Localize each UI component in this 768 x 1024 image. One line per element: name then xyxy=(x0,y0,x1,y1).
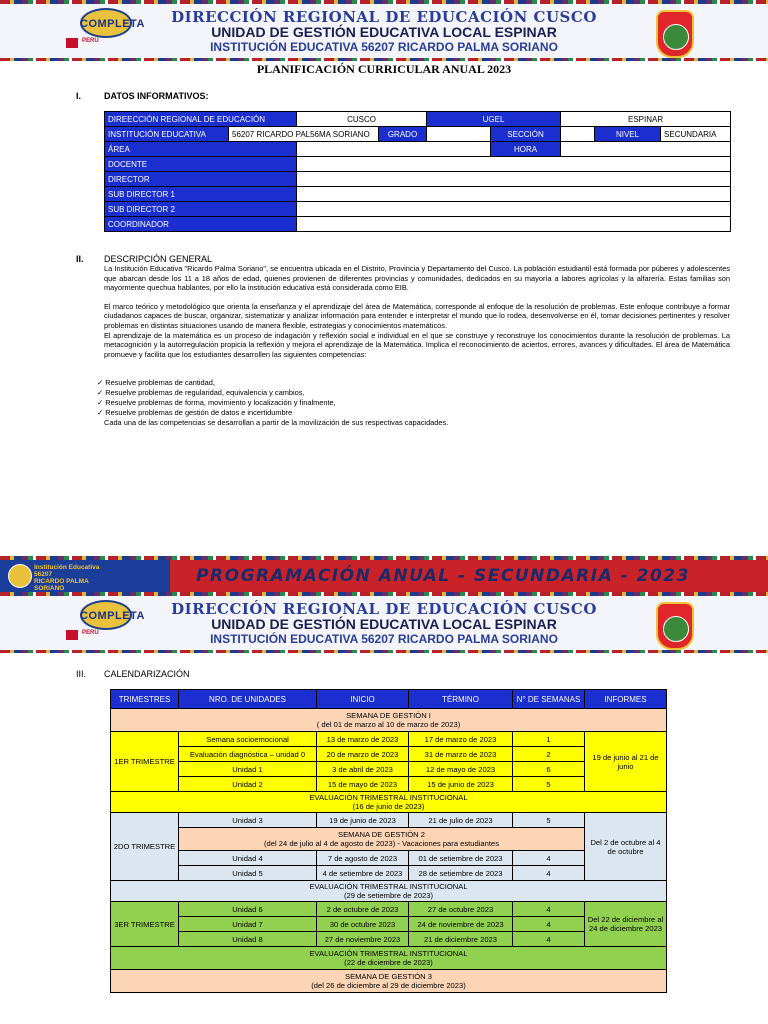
description-paragraph-3: El aprendizaje de la matemática es un proceso de indagación y reflexión social e individual en el que se construye y reconstruye los conocimientos durante la resolución de problemas. La metacognición y la autorregulación propicia la reflexión y mejora el aprendizaje de la Matemática. Implica el reconocimiento de aciertos, errores, avances y dificultades. El área de Matemática promueve y facilita que los estudiantes desarrollen las siguientes competencias: xyxy=(104,330,730,359)
header-banner xyxy=(0,4,768,60)
competencias-closing: Cada una de las competencias se desarrollan a partir de la movilización de sus respectivas capacidades. xyxy=(104,418,449,427)
table-cell: 13 de marzo de 2023 xyxy=(317,732,409,747)
trimestre-1-informe: 19 de junio al 21 de junio xyxy=(585,732,667,792)
section-1-number: I. xyxy=(76,91,82,101)
table-cell: 5 xyxy=(513,777,585,792)
section-3-label: CALENDARIZACIÓN xyxy=(104,669,190,679)
docente-value[interactable] xyxy=(297,157,731,172)
prog-banner xyxy=(0,560,768,592)
header2-title-2: UNIDAD DE GESTIÓN EDUCATIVA LOCAL ESPINAR xyxy=(211,616,557,632)
table-cell: 31 de marzo de 2023 xyxy=(409,747,513,762)
director-value[interactable] xyxy=(297,172,731,187)
section-2-number: II. xyxy=(76,254,84,264)
competencia-item: ✓ Resuelve problemas de regularidad, equivalencia y cambios, xyxy=(97,388,305,397)
description-paragraph-2: El marco teórico y metodológico que orienta la enseñanza y el aprendizaje del área de Matemática, corresponde al enfoque de la resolución de problemas. Este enfoque contribuye a formar ciudadanos capaces de buscar, organizar, sistematizar y analizar información para entender e interpretar el mundo que lo rodea, desenvolverse en él, tomar decisiones pertinentes y resolver problemas en distintas situaciones usando de manera flexible, estrategias y conocimientos matemáticos. xyxy=(104,301,730,330)
eval-2-row xyxy=(111,881,667,902)
coordinador-label: COORDINADOR xyxy=(105,217,297,232)
info-table xyxy=(104,111,731,232)
seccion-value[interactable] xyxy=(561,127,595,142)
sub-director-1-label: SUB DIRECTOR 1 xyxy=(105,187,297,202)
col-header: TÉRMINO xyxy=(409,690,513,709)
gestion-3-row xyxy=(111,970,667,993)
trimestre-3-informe: Del 22 de diciembre al 24 de diciembre 2023 xyxy=(585,902,667,947)
table-cell: 5 xyxy=(513,813,585,828)
col-header: TRIMESTRES xyxy=(111,690,179,709)
eval-1-title: EVALUACIÓN TRIMESTRAL INSTITUCIONAL xyxy=(309,793,468,802)
shield-emblem-icon xyxy=(663,24,689,50)
col-header: INFORMES xyxy=(585,690,667,709)
table-cell: 4 xyxy=(513,851,585,866)
table-cell: Evaluación diagnóstica – unidad 0 xyxy=(179,747,317,762)
trimestre-1-label: 1ER TRIMESTRE xyxy=(111,732,179,792)
header2-title-1: DIRECCIÓN REGIONAL DE EDUCACIÓN CUSCO xyxy=(171,600,597,618)
competencia-item: ✓ Resuelve problemas de forma, movimiento y localización y finalmente, xyxy=(97,398,336,407)
eval-3-title: EVALUACIÓN TRIMESTRAL INSTITUCIONAL xyxy=(309,949,468,958)
table-cell: Unidad 7 xyxy=(179,917,317,932)
sub-director-2-label: SUB DIRECTOR 2 xyxy=(105,202,297,217)
table-cell: 21 de diciembre 2023 xyxy=(409,932,513,947)
table-cell: 6 xyxy=(513,762,585,777)
docente-label: DOCENTE xyxy=(105,157,297,172)
table-cell: 27 de octubre 2023 xyxy=(409,902,513,917)
trimestre-2-informe: Del 2 de octubre al 4 de octubre xyxy=(585,813,667,881)
table-cell: Unidad 4 xyxy=(179,851,317,866)
sub-director-1-value[interactable] xyxy=(297,187,731,202)
section-1-label: DATOS INFORMATIVOS: xyxy=(104,91,209,101)
hora-label: HORA xyxy=(491,142,561,157)
table-cell: Unidad 2 xyxy=(179,777,317,792)
table-cell: 7 de agosto de 2023 xyxy=(317,851,409,866)
peru-text-2: PERÚ xyxy=(82,630,99,636)
shield-icon xyxy=(656,10,694,58)
col-header: N° DE SEMANAS xyxy=(513,690,585,709)
header-title-3: INSTITUCIÓN EDUCATIVA 56207 RICARDO PALMA SORIANO xyxy=(210,40,558,54)
prog-school-logo xyxy=(8,564,32,588)
gestion-1-title: SEMANA DE GESTIÓN I xyxy=(346,711,431,720)
director-label: DIRECTOR xyxy=(105,172,297,187)
eval-3-row xyxy=(111,947,667,970)
table-cell: 24 de noviembre de 2023 xyxy=(409,917,513,932)
header-title-2: UNIDAD DE GESTIÓN EDUCATIVA LOCAL ESPINAR xyxy=(211,24,557,40)
table-cell: 20 de marzo de 2023 xyxy=(317,747,409,762)
prog-school-block xyxy=(0,560,118,592)
gestion-3-dates: (del 26 de diciembre al 29 de diciembre 2023) xyxy=(311,981,466,990)
nivel-label: NIVEL xyxy=(595,127,661,142)
prog-school-line-3: RICARDO PALMA SORIANO xyxy=(34,578,89,592)
shield-icon-2 xyxy=(656,602,694,650)
table-cell: 30 de octubre 2023 xyxy=(317,917,409,932)
table-cell: 2 de octubre de 2023 xyxy=(317,902,409,917)
dre-label: DIREECCIÓN REGIONAL DE EDUCACIÓN xyxy=(105,112,297,127)
area-label: ÁREA xyxy=(105,142,297,157)
table-cell: 4 xyxy=(513,866,585,881)
trimestre-2-label: 2DO TRIMESTRE xyxy=(111,813,179,881)
table-cell: Unidad 1 xyxy=(179,762,317,777)
table-cell: Unidad 8 xyxy=(179,932,317,947)
ie-label: INSTITUCIÓN EDUCATIVA xyxy=(105,127,229,142)
section-3-number: III. xyxy=(76,669,87,679)
gestion-2-dates: (del 24 de julio al 4 de agosto de 2023) - Vacaciones para estudiantes xyxy=(263,839,499,848)
competencias-list xyxy=(97,378,723,418)
gestion-1-row xyxy=(111,709,667,732)
header-banner-2 xyxy=(0,596,768,652)
table-cell: 2 xyxy=(513,747,585,762)
header-title-1: DIRECCIÓN REGIONAL DE EDUCACIÓN CUSCO xyxy=(171,8,597,26)
gestion-1-dates: ( del 01 de marzo al 10 de marzo de 2023) xyxy=(316,720,461,729)
prog-school-line-1: Institución Educativa xyxy=(34,564,100,571)
grado-value[interactable] xyxy=(427,127,491,142)
eval-1-date: (16 de junio de 2023) xyxy=(352,802,425,811)
hora-value[interactable] xyxy=(561,142,731,157)
coordinador-value[interactable] xyxy=(297,217,731,232)
gestion-2-row xyxy=(179,828,585,851)
table-cell: 27 de noviembre 2023 xyxy=(317,932,409,947)
table-cell: Unidad 3 xyxy=(179,813,317,828)
competencia-item: ✓ Resuelve problemas de cantidad, xyxy=(97,378,215,387)
header2-stripe-bottom xyxy=(0,650,768,653)
grado-label: GRADO xyxy=(379,127,427,142)
table-cell: 15 de mayo de 2023 xyxy=(317,777,409,792)
table-cell: 21 de julio de 2023 xyxy=(409,813,513,828)
table-cell: 01 de setiembre de 2023 xyxy=(409,851,513,866)
gestion-3-title: SEMANA DE GESTIÓN 3 xyxy=(345,972,432,981)
header-stripe-bottom xyxy=(0,58,768,61)
table-cell: 1 xyxy=(513,732,585,747)
table-cell: 19 de junio de 2023 xyxy=(317,813,409,828)
seccion-label: SECCIÓN xyxy=(491,127,561,142)
table-cell: 4 xyxy=(513,932,585,947)
table-cell: Unidad 6 xyxy=(179,902,317,917)
gestion-2-title: SEMANA DE GESTIÓN 2 xyxy=(338,830,425,839)
prog-title: PROGRAMACIÓN ANUAL - SECUNDARIA - 2023 xyxy=(118,560,768,592)
dre-value: CUSCO xyxy=(297,112,427,127)
table-cell: Semana socioemocional xyxy=(179,732,317,747)
table-cell: 15 de junio de 2023 xyxy=(409,777,513,792)
area-value[interactable] xyxy=(297,142,491,157)
table-cell: 17 de marzo de 2023 xyxy=(409,732,513,747)
ugel-label: UGEL xyxy=(427,112,561,127)
table-cell: 4 xyxy=(513,917,585,932)
sub-director-2-value[interactable] xyxy=(297,202,731,217)
nivel-value: SECUNDARIA xyxy=(661,127,731,142)
col-header: INICIO xyxy=(317,690,409,709)
table-cell: 12 de mayo de 2023 xyxy=(409,762,513,777)
section-2-label: DESCRIPCIÓN GENERAL xyxy=(104,254,213,264)
eval-3-date: (22 de diciembre de 2023) xyxy=(344,958,433,967)
table-cell: 4 xyxy=(513,902,585,917)
logo-text-2: COMPLETA xyxy=(80,610,145,622)
table-cell: 3 de abril de 2023 xyxy=(317,762,409,777)
header2-title-3: INSTITUCIÓN EDUCATIVA 56207 RICARDO PALMA SORIANO xyxy=(210,632,558,646)
table-cell: 4 de setiembre de 2023 xyxy=(317,866,409,881)
prog-school-name xyxy=(34,564,118,592)
peru-text: PERÚ xyxy=(82,38,99,44)
doc-title: PLANIFICACIÓN CURRICULAR ANUAL 2023 xyxy=(256,62,512,76)
description-block xyxy=(104,264,730,359)
col-header: NRO. DE UNIDADES xyxy=(179,690,317,709)
eval-2-date: (29 de setiembre de 2023) xyxy=(343,891,434,900)
logo-text: COMPLETA xyxy=(80,18,145,30)
shield-emblem-icon-2 xyxy=(663,616,689,642)
ugel-value: ESPINAR xyxy=(561,112,731,127)
eval-1-row xyxy=(111,792,667,813)
description-paragraph-1: La Institución Educativa "Ricardo Palma Soriano", se encuentra ubicada en el Distrito, Provincia y Departamento del Cusco. La población estudiantil está formada por púberes y adolescentes que abarcan desde los 11 a 18 años de edad, quienes provienen de diferentes provincias y comunidades, dedicados en su mayoría a labores agrícolas y la alfarería. Estas familias son mayormente quechua hablantes, por ello la institución educativa está considerada como EIB. xyxy=(104,264,730,293)
prog-school-line-2: 56207 xyxy=(34,571,53,578)
trimestre-3-label: 3ER TRIMESTRE xyxy=(111,902,179,947)
ie-value: 56207 RICARDO PAL56MA SORIANO xyxy=(229,127,379,142)
table-cell: Unidad 5 xyxy=(179,866,317,881)
calendar-table xyxy=(110,689,667,993)
competencia-item: ✓ Resuelve problemas de gestión de datos e incertidumbre xyxy=(97,408,293,417)
table-cell: 28 de setiembre de 2023 xyxy=(409,866,513,881)
eval-2-title: EVALUACIÓN TRIMESTRAL INSTITUCIONAL xyxy=(309,882,468,891)
